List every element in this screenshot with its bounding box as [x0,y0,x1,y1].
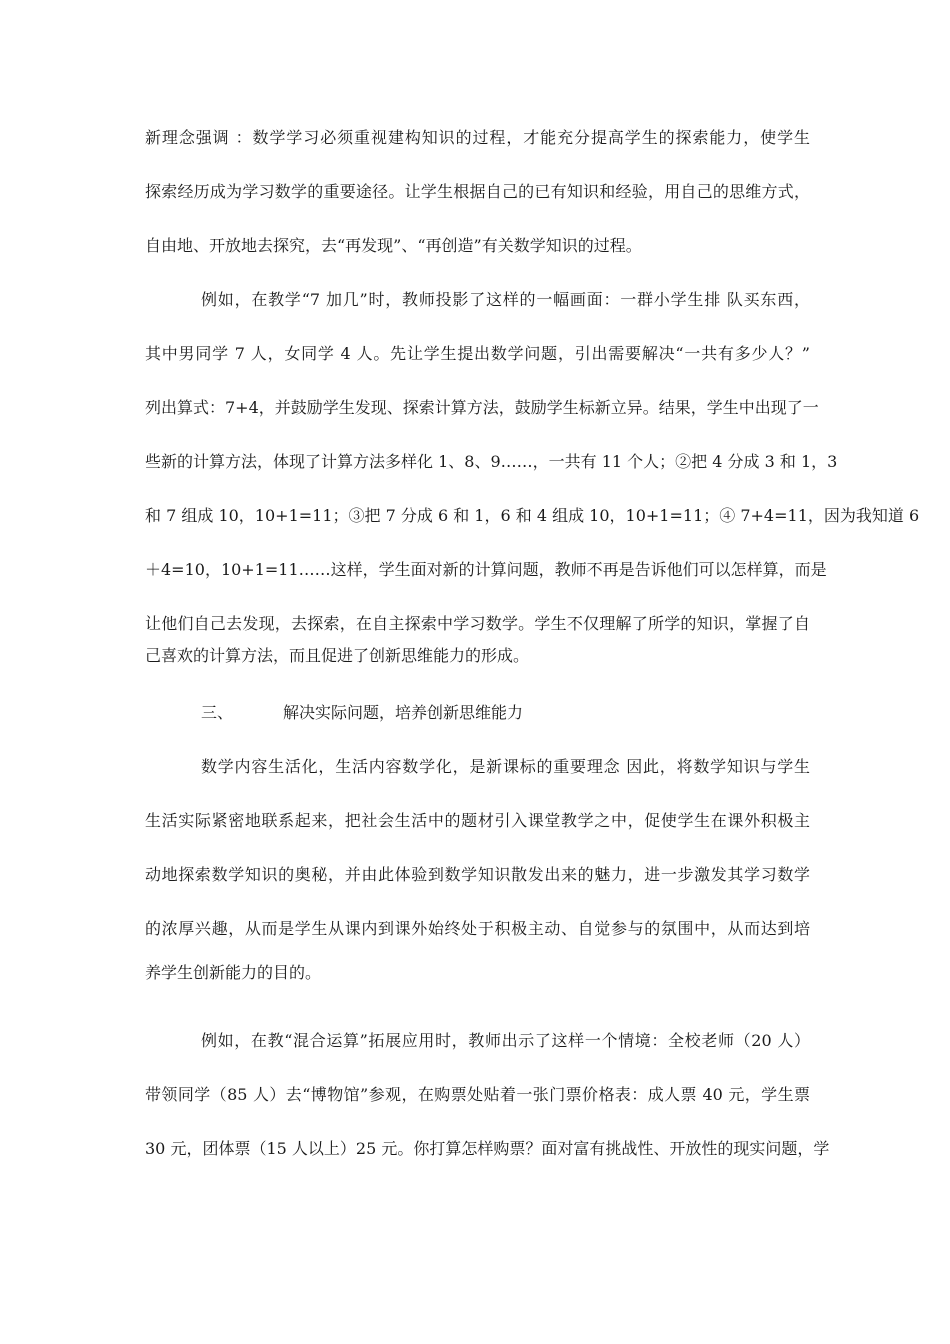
paragraph-3-line-3: 动地探索数学知识的奥秘，并由此体验到数学知识散发出来的魅力，进一步激发其学习数学 [145,865,810,884]
paragraph-1-line-3: 自由地、开放地去探究，去“再发现”、“再创造”有关数学知识的过程。 [145,236,642,255]
paragraph-2-line-1: 例如，在教学“7 加几”时，教师投影了这样的一幅画面：一群小学生排 队买东西， [201,290,810,309]
section-title: 解决实际问题，培养创新思维能力 [283,703,524,722]
paragraph-2-line-4: 些新的计算方法，体现了计算方法多样化 1、8、9……，一共有 11 个人；②把 4 分成 3 和 1，3 [145,452,838,471]
paragraph-4-line-2: 带领同学（85 人）去“博物馆”参观，在购票处贴着一张门票价格表：成人票 40 元，学生票 [145,1085,810,1104]
paragraph-2-line-6: ＋4=10，10+1=11……这样，学生面对新的计算问题，教师不再是告诉他们可以怎样算，而是 [145,560,827,579]
paragraph-3-line-1: 数学内容生活化，生活内容数学化，是新课标的重要理念 因此，将数学知识与学生 [201,757,810,776]
paragraph-4-line-3: 30 元，团体票（15 人以上）25 元。你打算怎样购票？面对富有挑战性、开放性的现实问题，学 [145,1139,830,1158]
paragraph-1-line-1: 新理念强调 ：数学学习必须重视建构知识的过程，才能充分提高学生的探索能力，使学生 [145,128,810,147]
paragraph-2-line-7: 让他们自己去发现，去探索，在自主探索中学习数学。学生不仅理解了所学的知识，掌握了自 [145,614,810,633]
paragraph-3-line-2: 生活实际紧密地联系起来，把社会生活中的题材引入课堂教学之中，促使学生在课外积极主 [145,811,810,830]
paragraph-1-line-2: 探索经历成为学习数学的重要途径。让学生根据自己的已有知识和经验，用自己的思维方式， [145,182,810,201]
section-number: 三、 [201,703,234,722]
paragraph-2-line-8: 己喜欢的计算方法，而且促进了创新思维能力的形成。 [145,646,530,665]
paragraph-2-line-2: 其中男同学 7 人，女同学 4 人。先让学生提出数学问题，引出需要解决“一共有多少人？” [145,344,810,363]
paragraph-4-line-1: 例如，在教“混合运算”拓展应用时，教师出示了这样一个情境：全校老师（20 人） [201,1031,810,1050]
paragraph-2-line-3: 列出算式：7+4，并鼓励学生发现、探索计算方法，鼓励学生标新立异。结果，学生中出现了一 [145,398,819,417]
paragraph-3-line-5: 养学生创新能力的目的。 [145,963,322,982]
paragraph-2-line-5: 和 7 组成 10，10+1=11；③把 7 分成 6 和 1，6 和 4 组成 10，10+1=11；④ 7+4=11，因为我知道 6 [145,506,920,525]
paragraph-3-line-4: 的浓厚兴趣，从而是学生从课内到课外始终处于积极主动、自觉参与的氛围中，从而达到培 [145,919,810,938]
